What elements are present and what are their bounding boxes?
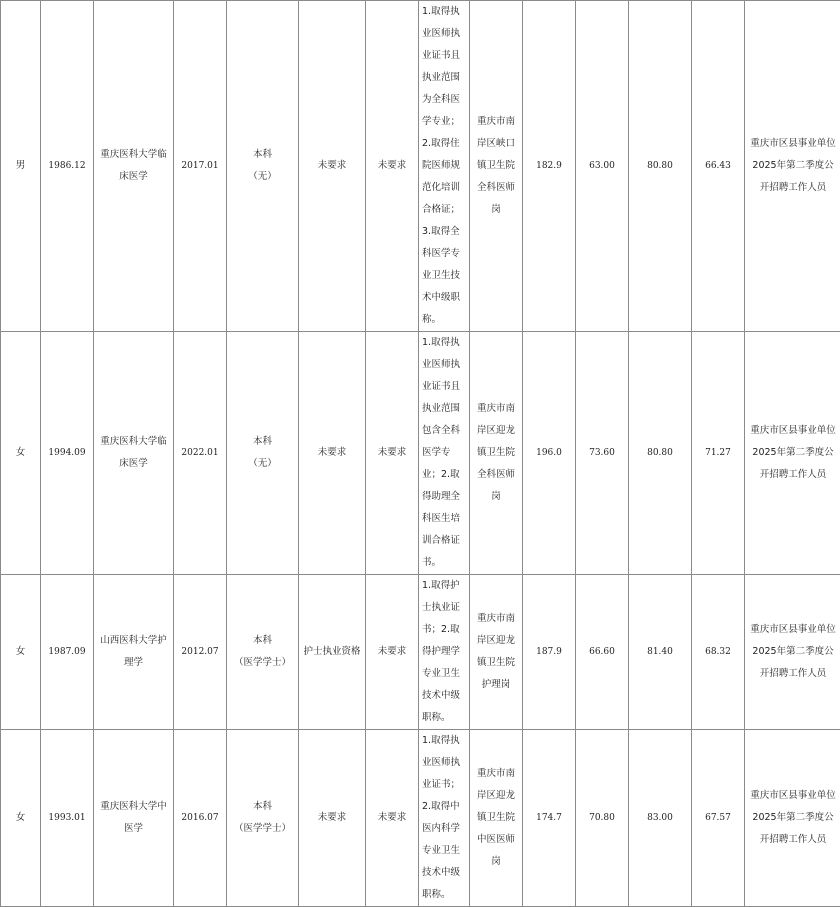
written-score-cell: 187.9 [523,575,576,730]
requirement-b-cell: 未要求 [366,730,419,907]
requirement-b-cell: 未要求 [366,575,419,730]
interview-score-cell: 80.80 [629,1,692,332]
total-score-cell: 68.32 [692,575,745,730]
score-converted-cell: 70.80 [576,730,629,907]
birth-date-cell: 1994.09 [41,332,94,575]
note-cell: 重庆市区县事业单位2025年第二季度公开招聘工作人员 [745,332,840,575]
qualification-cell [419,332,470,575]
interview-score-cell: 81.40 [629,575,692,730]
graduation-date-cell: 2017.01 [174,1,227,332]
table-row [1,332,840,575]
graduation-date-cell: 2022.01 [174,332,227,575]
qualification-line: 1.取得执业医师执业证书； [422,730,466,796]
qualification-line: 3.取得全科医学专业卫生技术中级职称。 [422,221,466,331]
total-score-cell: 67.57 [692,730,745,907]
table-row [1,1,840,332]
requirement-a-cell: 护士执业资格 [299,575,366,730]
requirement-a-cell: 未要求 [299,1,366,332]
school-major-cell: 重庆医科大学中医学 [94,730,174,907]
degree: （无） [230,453,295,475]
post-cell: 重庆市南岸区迎龙镇卫生院中医医师岗 [470,730,523,907]
school-major-cell: 重庆医科大学临床医学 [94,1,174,332]
degree: （医学学士） [230,818,295,840]
requirement-a-cell: 未要求 [299,730,366,907]
qualification-line: 2.取得住院医师规范化培训合格证； [422,133,466,221]
qualification-line: 2.取得中医内科学专业卫生技术中级职称。 [422,796,466,906]
degree: （医学学士） [230,652,295,674]
note-cell: 重庆市区县事业单位2025年第二季度公开招聘工作人员 [745,1,840,332]
birth-date-cell: 1987.09 [41,575,94,730]
qualification-line: 1.取得执业医师执业证书且执业范围包含全科医学专业；2.取得助理全科医生培训合格证书。 [422,332,466,574]
education-cell [227,1,299,332]
requirement-a-cell: 未要求 [299,332,366,575]
qualification-cell [419,575,470,730]
table-row [1,730,840,907]
education-level: 本科 [230,431,295,453]
education-cell [227,575,299,730]
score-converted-cell: 66.60 [576,575,629,730]
note-cell: 重庆市区县事业单位2025年第二季度公开招聘工作人员 [745,575,840,730]
qualification-line: 1.取得执业医师执业证书且执业范围为全科医学专业； [422,1,466,133]
education-level: 本科 [230,144,295,166]
school-major-cell: 重庆医科大学临床医学 [94,332,174,575]
graduation-date-cell: 2016.07 [174,730,227,907]
total-score-cell: 66.43 [692,1,745,332]
gender-cell: 女 [1,575,41,730]
gender-cell: 男 [1,1,41,332]
post-cell: 重庆市南岸区峡口镇卫生院全科医师岗 [470,1,523,332]
school-major-cell: 山西医科大学护理学 [94,575,174,730]
qualification-cell [419,730,470,907]
birth-date-cell: 1986.12 [41,1,94,332]
requirement-b-cell: 未要求 [366,332,419,575]
written-score-cell: 196.0 [523,332,576,575]
requirement-b-cell: 未要求 [366,1,419,332]
birth-date-cell: 1993.01 [41,730,94,907]
qualification-line: 1.取得护士执业证书；2.取得护理学专业卫生技术中级职称。 [422,575,466,729]
graduation-date-cell: 2012.07 [174,575,227,730]
score-converted-cell: 73.60 [576,332,629,575]
degree: （无） [230,166,295,188]
interview-score-cell: 83.00 [629,730,692,907]
table-row [1,575,840,730]
post-cell: 重庆市南岸区迎龙镇卫生院护理岗 [470,575,523,730]
education-cell [227,332,299,575]
qualification-cell [419,1,470,332]
written-score-cell: 174.7 [523,730,576,907]
written-score-cell: 182.9 [523,1,576,332]
post-cell: 重庆市南岸区迎龙镇卫生院全科医师岗 [470,332,523,575]
education-level: 本科 [230,630,295,652]
score-converted-cell: 63.00 [576,1,629,332]
interview-score-cell: 80.80 [629,332,692,575]
gender-cell: 女 [1,730,41,907]
gender-cell: 女 [1,332,41,575]
education-cell [227,730,299,907]
note-cell: 重庆市区县事业单位2025年第二季度公开招聘工作人员 [745,730,840,907]
education-level: 本科 [230,796,295,818]
total-score-cell: 71.27 [692,332,745,575]
